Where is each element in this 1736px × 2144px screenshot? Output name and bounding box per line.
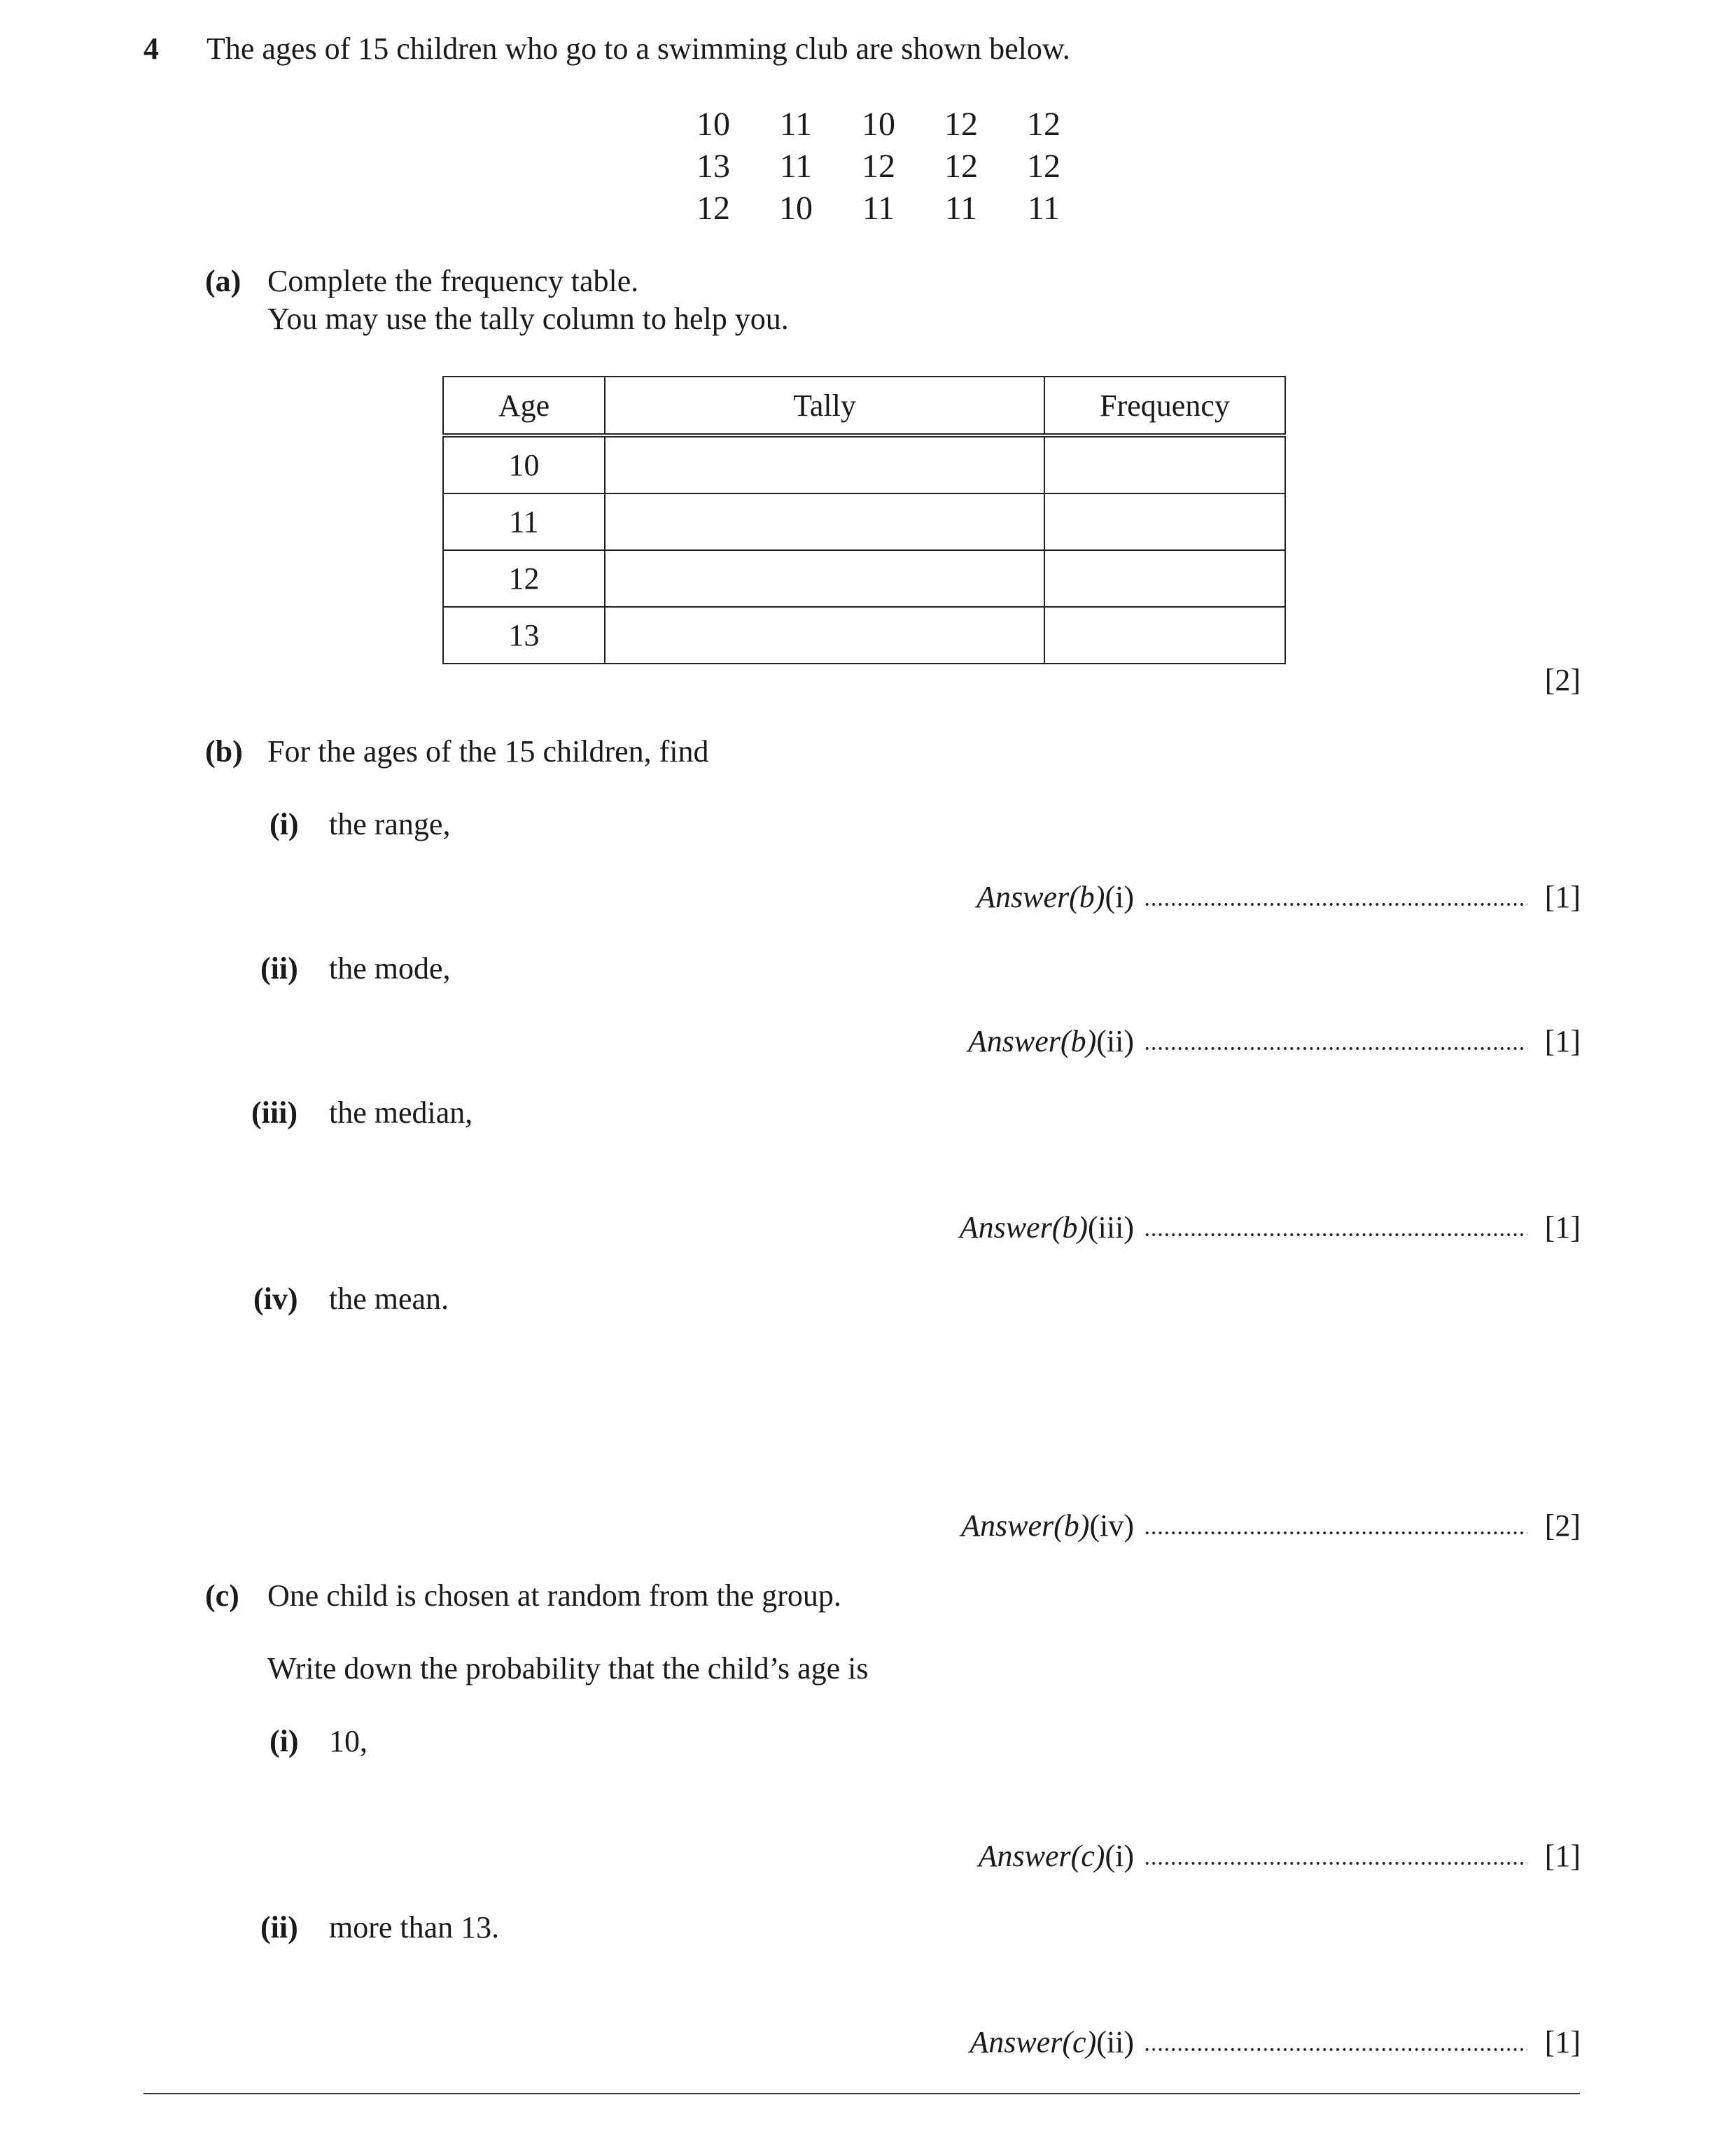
answer-label-italic: Answer(c)	[969, 2025, 1097, 2059]
frequency-cell[interactable]	[1044, 607, 1285, 664]
ages-row	[672, 146, 1085, 188]
part-c-i-marks: [1]	[1544, 1839, 1581, 1873]
part-c-stem: One child is chosen at random from the group.	[267, 1578, 841, 1613]
part-b-i-label: (i)	[270, 807, 299, 841]
ages-row	[672, 104, 1085, 146]
part-c-label: (c)	[205, 1578, 239, 1613]
part-b-iv-label: (iv)	[253, 1282, 298, 1316]
age-value: 13	[696, 148, 730, 185]
part-b-i-marks: [1]	[1544, 880, 1581, 914]
age-cell: 11	[443, 493, 605, 550]
age-value: 12	[1027, 148, 1060, 185]
age-cell: 13	[443, 607, 605, 664]
answer-dotted-line[interactable]	[1144, 1232, 1527, 1238]
answer-label-italic: Answer(b)	[959, 1210, 1088, 1245]
answer-dotted-line[interactable]	[1144, 1861, 1527, 1866]
answer-label-sub: (iii)	[1088, 1210, 1134, 1245]
tally-cell[interactable]	[605, 435, 1044, 493]
age-value: 11	[1027, 190, 1060, 227]
answer-dotted-line[interactable]	[1144, 902, 1527, 907]
part-a-label: (a)	[205, 264, 241, 298]
part-c-ii-label: (ii)	[260, 1910, 298, 1945]
page-bottom-rule	[144, 2093, 1580, 2094]
part-b-label: (b)	[205, 734, 243, 769]
answer-label-italic: Answer(b)	[976, 880, 1105, 914]
part-b-ii-label: (ii)	[260, 951, 298, 986]
table-row	[443, 435, 1285, 493]
part-b-iii-marks: [1]	[1544, 1210, 1581, 1245]
table-row	[443, 493, 1285, 550]
question-number: 4	[144, 31, 159, 66]
frequency-cell[interactable]	[1044, 493, 1285, 550]
answer-label-sub: (i)	[1105, 1839, 1134, 1873]
answer-c-i[interactable]	[979, 1838, 1527, 1875]
tally-cell[interactable]	[605, 493, 1044, 550]
age-value: 11	[779, 106, 813, 143]
part-b-i-text: the range,	[329, 807, 451, 841]
answer-label-sub: (ii)	[1096, 1024, 1134, 1058]
age-value: 12	[862, 148, 895, 185]
age-value: 11	[944, 190, 978, 227]
answer-label-sub: (iv)	[1089, 1508, 1134, 1543]
age-value: 12	[944, 106, 978, 143]
answer-label-italic: Answer(b)	[967, 1024, 1097, 1058]
answer-label-sub: (i)	[1105, 880, 1134, 914]
frequency-table	[442, 376, 1286, 664]
age-cell: 12	[443, 550, 605, 607]
part-b-iv-marks: [2]	[1544, 1508, 1581, 1543]
frequency-cell[interactable]	[1044, 435, 1285, 493]
ages-grid	[672, 104, 1085, 230]
answer-label-italic: Answer(b)	[961, 1508, 1090, 1543]
answer-dotted-line[interactable]	[1144, 1530, 1527, 1536]
part-c-ii-text: more than 13.	[329, 1910, 500, 1945]
table-row	[443, 550, 1285, 607]
answer-c-ii[interactable]	[969, 2024, 1527, 2061]
header-frequency: Frequency	[1044, 377, 1285, 435]
question-stem: The ages of 15 children who go to a swimming club are shown below.	[206, 31, 1070, 66]
part-c-ii-marks: [1]	[1544, 2025, 1581, 2059]
table-row	[443, 607, 1285, 664]
part-b-stem: For the ages of the 15 children, find	[267, 734, 709, 769]
part-c-instruction: Write down the probability that the child’s age is	[267, 1651, 869, 1686]
answer-label-italic: Answer(c)	[978, 1839, 1105, 1873]
part-c-i-label: (i)	[270, 1724, 299, 1758]
age-value: 11	[779, 148, 813, 185]
age-value: 10	[862, 106, 895, 143]
age-value: 11	[862, 190, 895, 227]
answer-dotted-line[interactable]	[1144, 1046, 1527, 1051]
part-a-line2: You may use the tally column to help you.	[267, 302, 789, 336]
part-b-iii-text: the median,	[329, 1095, 473, 1130]
age-value: 10	[696, 106, 730, 143]
answer-b-iv[interactable]	[961, 1508, 1527, 1544]
answer-b-iii[interactable]	[960, 1210, 1527, 1246]
part-b-ii-marks: [1]	[1544, 1024, 1581, 1058]
age-value: 12	[696, 190, 730, 227]
tally-cell[interactable]	[605, 607, 1044, 664]
part-a-line1: Complete the frequency table.	[267, 264, 639, 298]
part-c-i-text: 10,	[329, 1724, 368, 1758]
header-tally: Tally	[605, 377, 1044, 435]
answer-b-i[interactable]	[976, 879, 1527, 916]
age-value: 12	[944, 148, 978, 185]
age-value: 10	[779, 190, 813, 227]
part-b-ii-text: the mode,	[329, 951, 451, 986]
tally-cell[interactable]	[605, 550, 1044, 607]
part-b-iii-label: (iii)	[251, 1095, 298, 1130]
header-age: Age	[443, 377, 605, 435]
frequency-cell[interactable]	[1044, 550, 1285, 607]
answer-label-sub: (ii)	[1096, 2025, 1134, 2059]
ages-row	[672, 188, 1085, 230]
answer-dotted-line[interactable]	[1144, 2047, 1527, 2052]
age-value: 12	[1027, 106, 1060, 143]
part-a-marks: [2]	[1544, 663, 1581, 697]
answer-b-ii[interactable]	[968, 1023, 1527, 1060]
table-header-row	[443, 377, 1285, 435]
part-b-iv-text: the mean.	[329, 1282, 449, 1316]
age-cell: 10	[443, 435, 605, 493]
